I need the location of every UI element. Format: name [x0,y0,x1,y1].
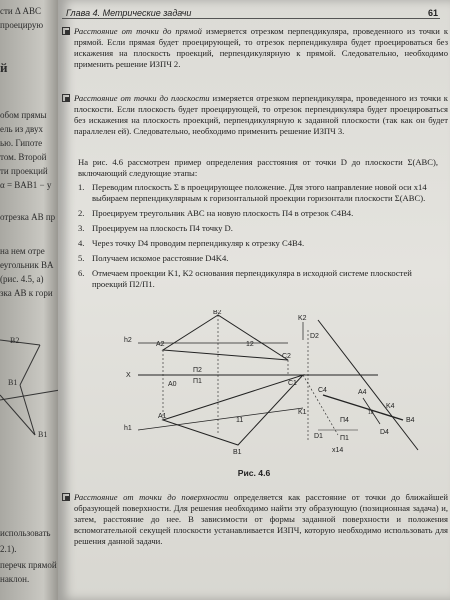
triangle-top-projection [163,375,303,445]
label-11: 11 [236,417,244,424]
list-item [78,223,440,234]
left-text: наклон. [0,574,30,584]
left-text: отрезка AB пр [0,212,56,222]
note-marker-icon [62,27,70,35]
step-number: 1. [78,182,85,192]
label-c4: C4 [318,387,327,394]
book-page [58,0,450,600]
label-h1: h1 [124,425,132,432]
step-number: 5. [78,253,85,263]
label-k4: K4 [386,403,395,410]
label-k2: K2 [298,315,307,322]
list-item [78,268,440,290]
label-a1: A1 [158,413,167,420]
left-text: ью. Гипоте [0,138,43,148]
list-item [78,182,440,204]
left-page-fragment [0,0,62,600]
label-k1: K1 [298,409,307,416]
axis-x14 [318,320,418,450]
note-text: определяется как расстояние от точки до ближайшей образующей поверхности. Для решения необходимо найти эту образующую (позиционная задача) и, затем, расстояние до нее. В зависимости от формы заданной поверхности и положения вспомогательной секущей плоскости устанавливается ИЗПЧ, которую необходимо использовать для решения данной задачи. [74,492,448,546]
note-point-plane [62,93,448,137]
left-text: зка AB к гори [0,288,53,298]
label-x14: x14 [332,447,344,454]
step-number: 6. [78,268,85,278]
label-b2: B2 [213,310,222,316]
left-text: еугольник BA [0,260,54,270]
step-text: Проецируем на плоскость П4 точку D. [92,223,233,233]
chapter-title: Глава 4. Метрические задачи [66,8,192,18]
label-d4: D4 [380,429,389,436]
note-term: Расстояние от точки до поверхности [74,492,229,502]
step-text: Отмечаем проекции K1, K2 основания перпендикуляра в исходной системе плоскостей проекций П2/П1. [92,268,412,289]
steps-list [78,182,440,294]
page-number: 61 [427,8,438,18]
label-angle: 1а [368,410,374,416]
left-text: проецирую [0,20,44,30]
label-a0: A0 [168,381,177,388]
step-number: 2. [78,208,85,218]
figure-4-6 [118,310,438,460]
note-term: Расстояние от точки до прямой [74,26,202,36]
left-text: сти Δ ABC [0,6,42,16]
list-item [78,238,440,249]
note-term: Расстояние от точки до плоскости [74,93,210,103]
note-point-surface [62,492,448,547]
note-point-line [62,26,448,70]
label-12: 12 [246,341,254,348]
figure-caption: Рис. 4.6 [237,468,271,478]
left-text: (рис. 4.5, а) [0,274,44,284]
list-item [78,208,440,219]
label-a2: A2 [156,341,165,348]
left-text: перечк прямой [0,560,57,570]
label-d1: D1 [314,433,323,440]
left-text: ти проекций [0,166,48,176]
list-item [78,253,440,264]
label-c1: C1 [288,380,297,387]
label-b4: B4 [406,417,415,424]
label-d2: D2 [310,333,319,340]
left-text: ель из двух [0,124,43,134]
label-x: X [126,372,131,379]
left-text: том. Второй [0,152,47,162]
step-text: Через точку D4 проводим перпендикуляр к отрезку C4B4. [92,238,305,248]
step-number: 4. [78,238,85,248]
label-p1: П1 [193,378,202,385]
note-marker-icon [62,94,70,102]
left-text: 2.1). [0,544,17,554]
intro-paragraph: На рис. 4.6 рассмотрен пример определения расстояния от точки D до плоскости Σ(ABC), включающий следующие этапы: [78,157,438,178]
label-h2: h2 [124,337,132,344]
label-p4: П4 [340,417,349,424]
left-text: использовать [0,528,51,538]
left-label-b1: B1 [38,430,48,439]
label-a4: A4 [358,389,367,396]
step-text: Проецируем треугольник ABC на новую плоскость П4 в отрезок C4B4. [92,208,354,218]
left-text: обом прямы [0,110,47,120]
step-text: Получаем искомое расстояние D4K4. [92,253,229,263]
step-text: Переводим плоскость Σ в проецирующее положение. Для этого направление новой оси x14 выбираем перпендикулярным к горизонтальной проекции горизонтали плоскости Σ(ABC). [92,182,427,203]
left-label-b1: B1 [8,378,18,387]
note-marker-icon [62,493,70,501]
label-c2: C2 [282,353,291,360]
label-p1b: П1 [340,435,349,442]
note-text: измеряется отрезком перпендикуляра, проведенного из точки к плоскости. Если плоскость будет проецирующей, то отрезок перпендикуляра будет проецироваться без искажения на плоскость проекций, перпендикулярную к заданной плоскости (так как он будет параллелен ей). Следовательно, необходимо применить решение ИЗПЧ 3. [74,93,448,136]
note-text: измеряется отрезком перпендикуляра, проведенного из точки к прямой. Если прямая будет проецирующей, то отрезок перпендикуляра будет проецироваться без искажения на плоскость проекций, перпендикулярную к прямой. Следовательно, необходимо применить решение ИЗПЧ 2. [74,26,448,69]
step-number: 3. [78,223,85,233]
label-b1: B1 [233,449,242,456]
left-label-b2: B2 [10,336,20,345]
left-text: α = BAB1 − y [0,180,52,190]
label-p2: П2 [193,367,202,374]
triangle-front-projection [163,315,288,360]
left-text: й [0,60,8,75]
left-text: на нем отре [0,246,45,256]
running-head [62,4,440,19]
